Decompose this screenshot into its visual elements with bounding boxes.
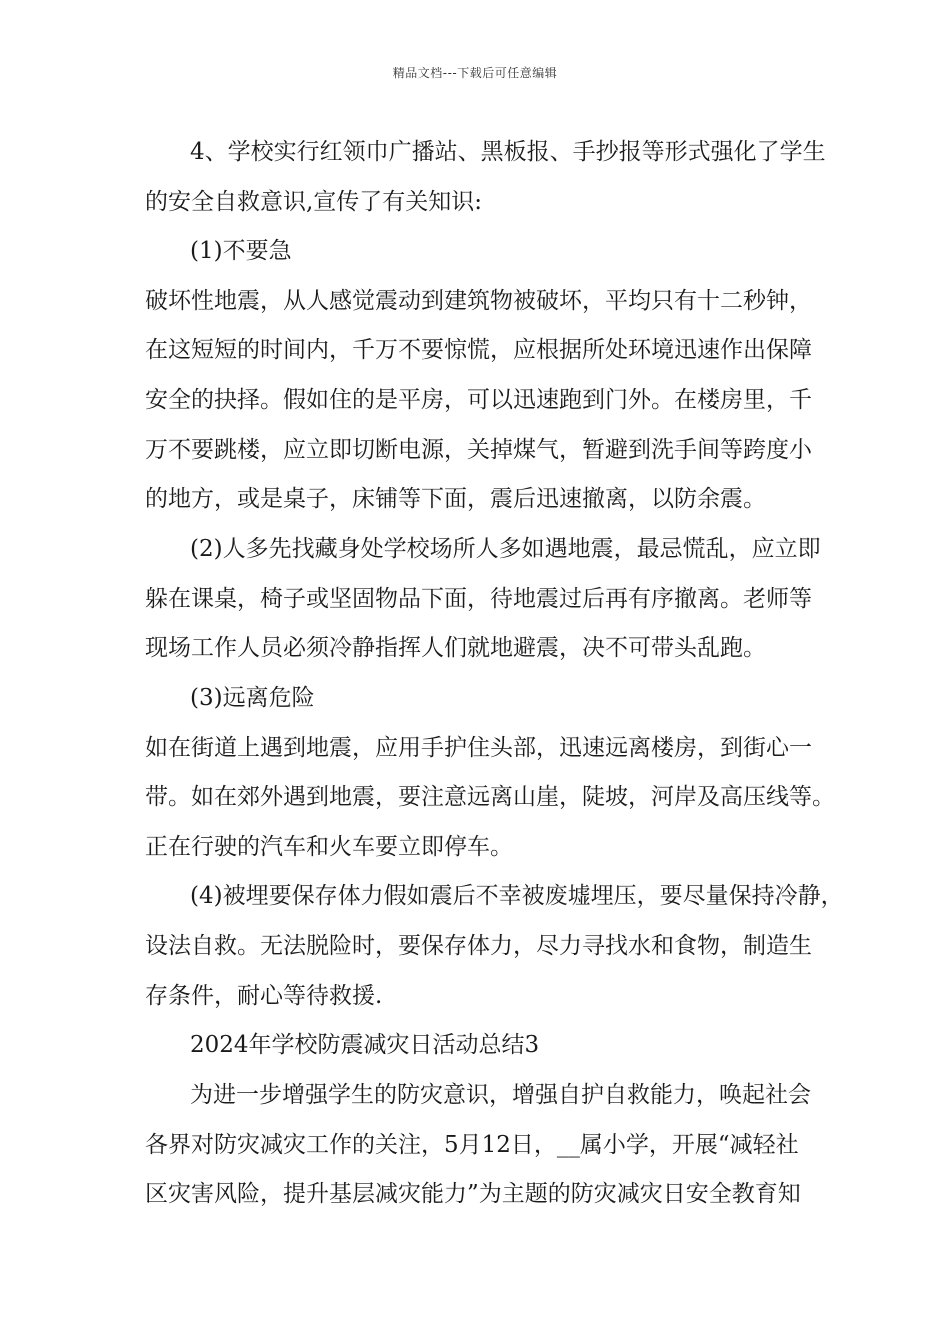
paragraph-line: 正在行驶的汽车和火车要立即停车。 [145,834,513,860]
paragraph-line: 存条件，耐心等待救援. [145,983,383,1009]
paragraph-line: 躲在课桌，椅子或坚固物品下面，待地震过后再有序撤离。老师等 [145,586,812,612]
paragraph-line: 设法自救。无法脱险时，要保存体力，尽力寻找水和食物，制造生 [145,933,812,959]
paragraph-line: 为进一步增强学生的防灾意识，增强自护自救能力，唤起社会 [190,1082,811,1108]
paragraph-line: 安全的抉择。假如住的是平房，可以迅速跑到门外。在楼房里，千 [145,387,812,413]
section-heading: (3)远离危险 [190,685,315,711]
paragraph-line: 带。如在郊外遇到地震，要注意远离山崖，陡坡，河岸及高压线等。 [145,784,835,810]
paragraph-line: 万不要跳楼，应立即切断电源，关掉煤气，暂避到洗手间等跨度小 [145,437,812,463]
document-subtitle: 2024年学校防震减灾日活动总结3 [190,1032,540,1058]
paragraph-line: 各界对防灾减灾工作的关注，5月12日，__属小学，开展“减轻社 [145,1132,799,1158]
paragraph-line: 如在街道上遇到地震，应用手护住头部，迅速远离楼房，到街心一 [145,735,812,761]
paragraph-line: (4)被埋要保存体力假如震后不幸被废墟埋压，要尽量保持冷静， [190,883,844,909]
paragraph-line: 的安全自救意识,宣传了有关知识: [145,189,483,215]
paragraph-line: 破坏性地震，从人感觉震动到建筑物被破坏，平均只有十二秒钟， [145,288,812,314]
paragraph-line: 现场工作人员必须冷静指挥人们就地避震，决不可带头乱跑。 [145,635,766,661]
page-header: 精品文档---下载后可任意编辑 [392,66,558,80]
paragraph-line: 4、学校实行红领巾广播站、黑板报、手抄报等形式强化了学生 [190,139,826,165]
paragraph-line: 区灾害风险，提升基层减灾能力”为主题的防灾减灾日安全教育知 [145,1181,801,1207]
paragraph-line: 在这短短的时间内，千万不要惊慌，应根据所处环境迅速作出保障 [145,337,812,363]
section-heading: (1)不要急 [190,238,292,264]
paragraph-line: 的地方，或是桌子，床铺等下面，震后迅速撤离，以防余震。 [145,486,766,512]
paragraph-line: (2)人多先找藏身处学校场所人多如遇地震，最忌慌乱，应立即 [190,536,821,562]
